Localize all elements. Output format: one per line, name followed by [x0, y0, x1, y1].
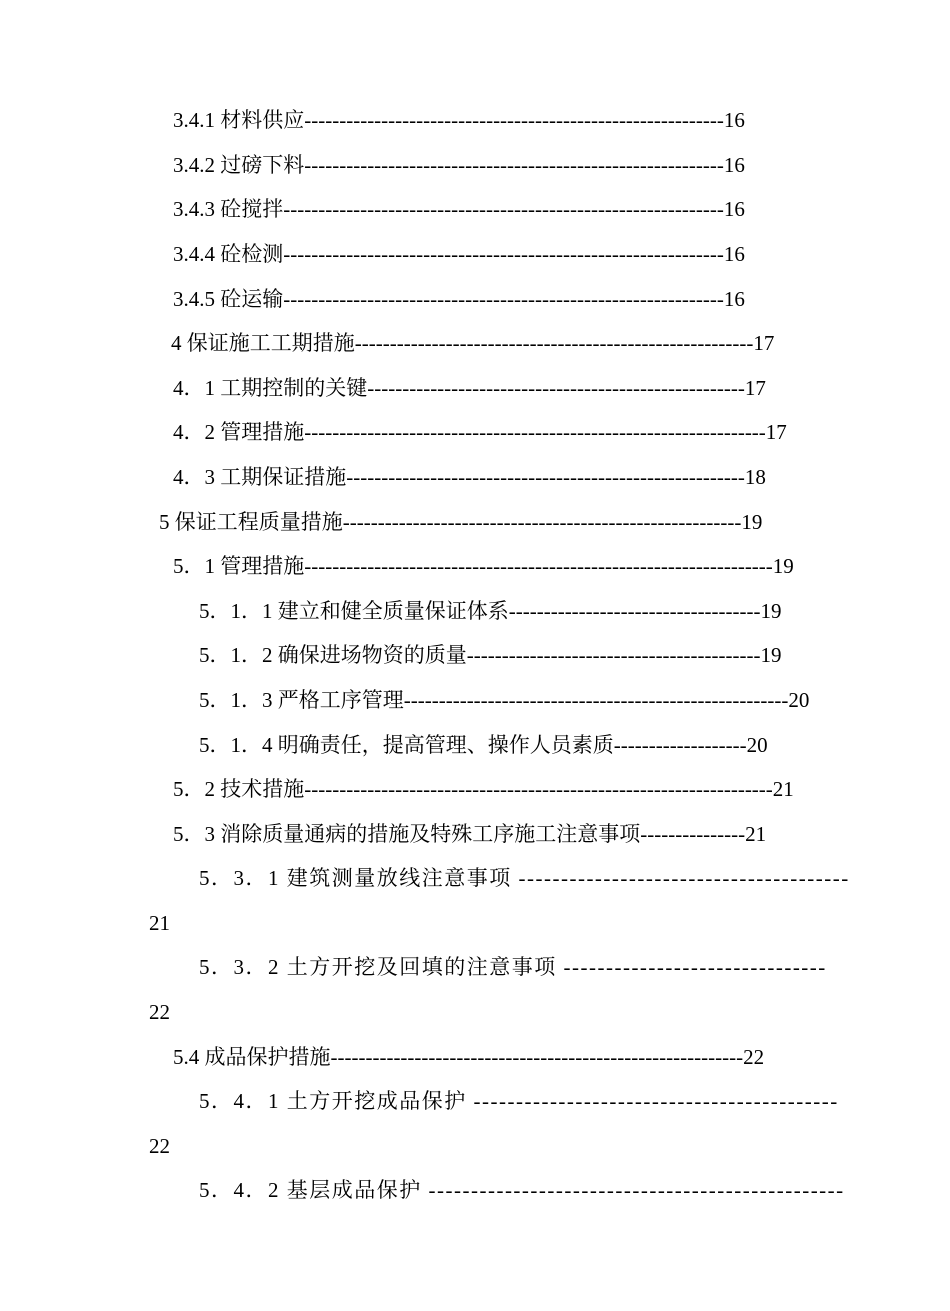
toc-entry-3-4-2[interactable]: 3.4.2 过磅下料------------------------------------------------------------16: [173, 153, 745, 177]
toc-entry-5-3[interactable]: 5．3 消除质量通病的措施及特殊工序施工注意事项---------------21: [173, 822, 767, 846]
toc-entry-3-4-4[interactable]: 3.4.4 砼检测---------------------------------------------------------------16: [173, 242, 745, 266]
toc-page-number: 21: [149, 911, 170, 935]
toc-entry-5-4[interactable]: 5.4 成品保护措施-----------------------------------------------------------22: [173, 1045, 765, 1069]
toc-entry-5-3-1[interactable]: 5．3．1 建筑测量放线注意事项 ---------------------------------------: [199, 866, 850, 890]
toc-entry-4[interactable]: 4 保证施工工期措施---------------------------------------------------------17: [171, 331, 775, 355]
toc-entry-5-1-2[interactable]: 5．1．2 确保进场物资的质量------------------------------------------19: [199, 643, 782, 667]
toc-page-number: 22: [149, 1000, 170, 1024]
toc-entry-5[interactable]: 5 保证工程质量措施---------------------------------------------------------19: [159, 510, 763, 534]
toc-entry-3-4-5[interactable]: 3.4.5 砼运输---------------------------------------------------------------16: [173, 287, 745, 311]
toc-entry-5-1-3[interactable]: 5．1．3 严格工序管理-------------------------------------------------------20: [199, 688, 810, 712]
toc-entry-5-4-2[interactable]: 5．4．2 基层成品保护 -------------------------------------------------: [199, 1178, 845, 1202]
toc-entry-5-1-1[interactable]: 5．1．1 建立和健全质量保证体系------------------------------------19: [199, 599, 782, 623]
toc-entry-4-3[interactable]: 4．3 工期保证措施---------------------------------------------------------18: [173, 465, 766, 489]
toc-entry-4-2[interactable]: 4．2 管理措施------------------------------------------------------------------17: [173, 420, 787, 444]
toc-entry-5-3-2[interactable]: 5．3．2 土方开挖及回填的注意事项 -------------------------------: [199, 955, 827, 979]
toc-entry-3-4-1[interactable]: 3.4.1 材料供应------------------------------------------------------------16: [173, 108, 745, 132]
toc-entry-5-1-4[interactable]: 5．1．4 明确责任，提高管理、操作人员素质-------------------20: [199, 733, 768, 757]
toc-entry-4-1[interactable]: 4．1 工期控制的关键------------------------------------------------------17: [173, 376, 766, 400]
toc-entry-5-4-1[interactable]: 5．4．1 土方开挖成品保护 -------------------------------------------: [199, 1089, 839, 1113]
toc-entry-5-1[interactable]: 5．1 管理措施-------------------------------------------------------------------19: [173, 554, 794, 578]
toc-entry-5-2[interactable]: 5．2 技术措施-------------------------------------------------------------------21: [173, 777, 794, 801]
toc-page-number: 22: [149, 1134, 170, 1158]
toc-entry-3-4-3[interactable]: 3.4.3 砼搅拌---------------------------------------------------------------16: [173, 197, 745, 221]
